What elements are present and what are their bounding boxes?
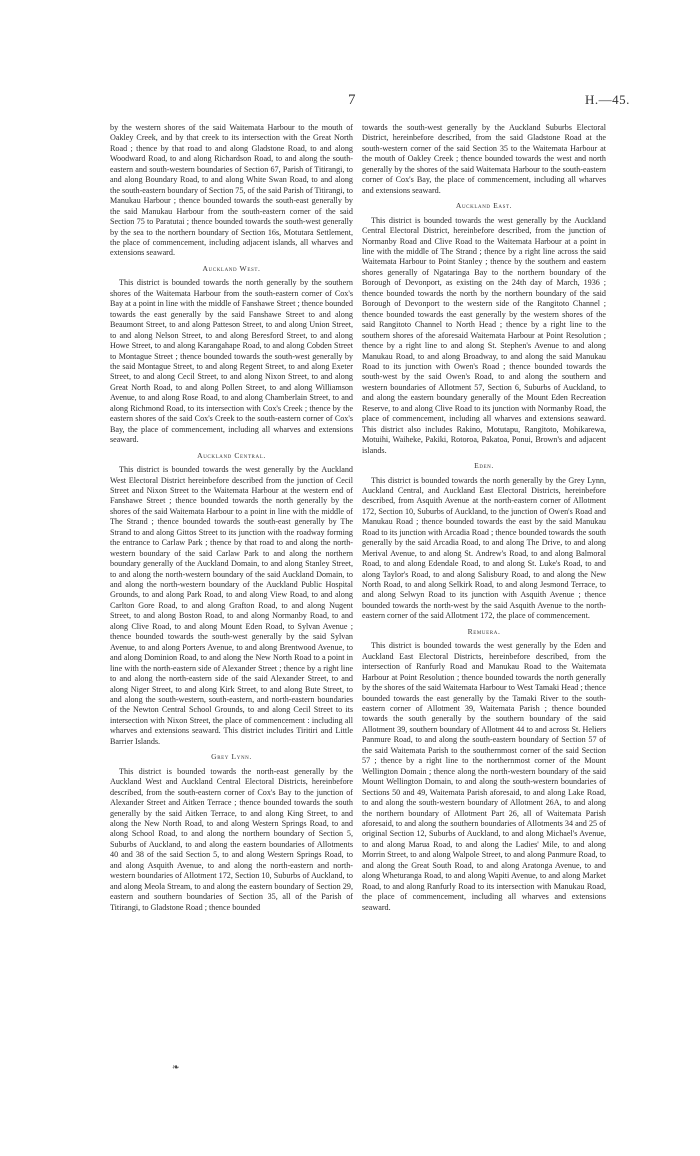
district-heading: Grey Lynn. (211, 752, 252, 762)
district-heading: Eden. (474, 461, 494, 471)
document-reference: H.—45. (585, 92, 630, 107)
continued-paragraph (110, 123, 353, 259)
district-paragraph: This district is bounded towards the west generally by the Eden and Auckland East Electoral Districts, hereinbefore described, from the intersection of Ranfurly Road and Manukau Road to the Waitemata Harbour at Point Resolution ; thence bounded towards the north generally by the shores of the said Waitemata Harbour to West Tamaki Head ; thence bounded towards the east generally by the Tamaki River to the south-eastern corner of Allotment 39, Waitemata Parish ; thence bounded towards the south generally by the southern boundary of the said Allotment 39, southern boundary of Allotment 44 to and across St. Heliers Panmure Road, to and along the south-eastern boundary of Section 57 of the said Waitemata Parish to the southernmost corner of the said Section 57 ; thence by a right line to the northernmost corner of the Mount Wellington Domain ; thence along the north-western boundary of the said Mount Wellington Domain, to and along the south-western boundaries of Sections 50 and 49, Waitemata Parish aforesaid, to and along Lake Road, to and along the south-western boundary of Allotment 26A, to and along the northern boundary of Allotment Part 26, all of Waitemata Parish aforesaid, to and along the southern boundaries of Allotments 34 and 25 of original Section 12, Suburbs of Auckland, to and along Michael's Avenue, to and along Marua Road, to and along the Ladies' Mile, to and along Morrin Street, to and along Walpole Street, to and along Panmure Road, to and along the Great South Road, to and along Aratonga Avenue, to and along Wheturanga Road, to and along Wapiti Avenue, to and along Market Road, to and along Ranfurly Road to its intersection with Manukau Road, the place of commencement, including all wharves and extensions seaward. (362, 641, 606, 912)
paragraph: towards the south-west generally by the Auckland Suburbs Electoral District, hereinbefore described, from the said Gladstone Road at the south-western corner of the said Section 35 to the Waitemata Harbour at the mouth of Oakley Creek ; thence bounded towards the west and north generally by the shores of the said Waitemata Harbour to the south-eastern corner of Cox's Bay, the place of commencement, including all wharves and extensions seaward. (362, 123, 606, 195)
printer-mark: ❧ (172, 1062, 180, 1072)
district-heading: Auckland Central. (197, 450, 266, 460)
right-column (362, 123, 606, 913)
district-paragraph: This district is bounded towards the north-east generally by the Auckland West and Auckland Central Electoral Districts, hereinbefore described, from the south-eastern corner of Cox's Bay to the junction of Alexander Street and Aitken Terrace ; thence bounded towards the south generally by the said Aitken Terrace, to and along King Street, to and along the New North Road, to and along Western Springs Road, to and along School Road, to and along the northern boundary of Section 5, Suburbs of Auckland, to and along the eastern boundaries of Allotments 40 and 38 of the said Section 5, to and along Western Springs Road, to and along Asquith Avenue, to and along the north-eastern and north-western boundaries of Allotment 172, Section 10, Suburbs of Auckland, to and along Meola Stream, to and along the eastern boundary of Section 29, eastern and southern boundaries of Section 35, all of the Parish of Titirangi, to Gladstone Road ; thence bounded (110, 766, 353, 912)
page-header (0, 92, 700, 112)
continued-paragraph (362, 123, 606, 196)
page-number: 7 (348, 92, 356, 108)
district-heading: Remuera. (467, 626, 501, 636)
left-column (110, 123, 353, 913)
district-paragraph: This district is bounded towards the west generally by the Auckland West Electoral District hereinbefore described from the junction of Cecil Street and Nixon Street to the Waitemata Harbour at the western end of Fanshawe Street ; thence bounded towards the north generally by the shores of the said Waitemata Harbour to a point in line with the middle of The Strand ; thence bounded towards the south-east generally by The Strand to and along Gittos Street to its junction with the roadway forming the entrance to Carlaw Park ; thence by that road to and along the north-western boundary of the said Carlaw Park to and along the northern boundary generally of the Auckland Domain, to and along Stanley Street, to and along the north-western boundary of the said Auckland Domain, to and along the north-western boundary of the Auckland Public Hospital Grounds, to and along Park Road, to and along View Road, to and along Carlton Gore Road, to and along Grafton Road, to and along Nugent Street, to and along Boston Road, to and along Normanby Road, to and along Clive Road, to and along Mount Eden Road, to Sylvan Avenue ; thence bounded towards the south-west generally by the said Sylvan Avenue, to and along Porters Avenue, to and along Brentwood Avenue, to and along Dominion Road, to and along the New North Road to a point in line with the north-eastern side of Alexander Street ; thence by a right line to and along the north-eastern side of the said Alexander Street, to and along Niger Street, to and along Kirk Street, to and along Bute Street, to and along the south-western, south-eastern, and north-eastern boundaries of the Newton Central School Grounds, to and along Cecil Street to its intersection with Nixon Street, the place of commencement : including all wharves and extensions seaward. This district includes Tiritiri and Little Barrier Islands. (110, 465, 353, 746)
paragraph: by the western shores of the said Waitemata Harbour to the mouth of Oakley Creek, and by that creek to its intersection with the Great North Road ; thence by that road to and along Gladstone Road, to and along Woodward Road, to and along Richardson Road, to and along the south-eastern and south-western boundaries of Section 67, Parish of Titirangi, to and along Boundary Road, to and along White Swan Road, to and along the south-eastern boundary of Section 75, of the said Parish of Titirangi, to Manukau Harbour ; thence bounded towards the south-east generally by the said Manukau Harbour from the south-eastern corner of the said Section 75 to Paratutai ; thence bounded towards the south-west generally by the sea to the northern boundary of Section 16s, Motutara Settlement, the place of commencement, including adjacent islands, all wharves and extensions seaward. (110, 123, 353, 258)
district-heading: Auckland West. (202, 263, 261, 273)
district-paragraph: This district is bounded towards the north generally by the southern shores of the Waitemata Harbour from the south-eastern corner of Cox's Bay at a point in line with the middle of Fanshawe Street ; thence bounded towards the east generally by the said Fanshawe Street to and along Beaumont Street, to and along Patteson Street, to and along Union Street, to and along Nelson Street, to and along Beresford Street, to and along Howe Street, to and along Karangahape Road, to and along Cobden Street to Montague Street ; thence bounded towards the south-west generally by the said Montague Street, to and along Regent Street, to and along Exeter Street, to and along Cecil Street, to and along Nixon Street, to and along Great North Road, to and along Pollen Street, to and along Williamson Avenue, to and along Rose Road, to and along Chamberlain Street, to and along Richmond Road, to its intersection with Cox's Creek ; thence by the eastern shores of the said Cox's Creek to the south-eastern corner of Cox's Bay, the place of commencement, including all wharves and extensions seaward. (110, 278, 353, 445)
district-paragraph: This district is bounded towards the north generally by the Grey Lynn, Auckland Central, and Auckland East Electoral Districts, hereinbefore described, from Asquith Avenue at the north-eastern corner of Allotment 172, Section 10, Suburbs of Auckland, to the junction of Owen's Road and Manukau Road ; thence bounded towards the east by the said Manukau Road to its junction with Arcadia Road ; thence bounded towards the south generally by the said Arcadia Road, to and along The Drive, to and along Merival Avenue, to and along St. Andrew's Road, to and along Balmoral Road, to and along Edendale Road, to and along St. Luke's Road, to and along Taylor's Road, to and along Salisbury Road, to and along the New North Road, to and along Selkirk Road, to and along Jesmond Terrace, to and along Selwyn Road to its junction with Asquith Avenue ; thence bounded towards the north-west by the said Asquith Avenue to the north-eastern corner of the said Allotment 172, the place of commencement. (362, 475, 606, 621)
district-heading: Auckland East. (455, 201, 513, 211)
district-paragraph: This district is bounded towards the west generally by the Auckland Central Electoral District, hereinbefore described, from the junction of Normanby Road and Clive Road to the Waitemata Harbour at a point in line with the middle of The Strand ; thence by a right line across the said Waitemata Harbour to Point Stanley ; thence by the southern and eastern shores generally of Ngataringa Bay to the northern boundary of the Borough of Devonport, as existing on the 24th day of March, 1936 ; thence bounded towards the north by the northern boundary of the said Borough of Devonport to the western side of the Rangitoto Channel ; thence bounded towards the east generally by the western shores of the said Rangitoto Channel to North Head ; thence by a right line to the southern shores of the aforesaid Waitemata Harbour at Point Resolution ; thence by a right line to and along St. Stephen's Avenue to and along Manukau Road, to and along Broadway, to and along the said Manukau Road to its junction with Owen's Road ; thence bounded towards the south-west by the said Owen's Road, to and along the southern and western boundaries of Allotment 57, Section 6, Suburbs of Auckland, to and along the eastern boundary generally of the Mount Eden Recreation Reserve, to and along Clive Road to its junction with Normanby Road, the place of commencement, including all wharves and extensions seaward. This district also includes Rakino, Motutapu, Rangitoto, Mohikarewa, Motuihi, Waiheke, Pakiki, Rotoroa, Pakatoa, Ponui, Brown's and adjacent islands. (362, 215, 606, 455)
